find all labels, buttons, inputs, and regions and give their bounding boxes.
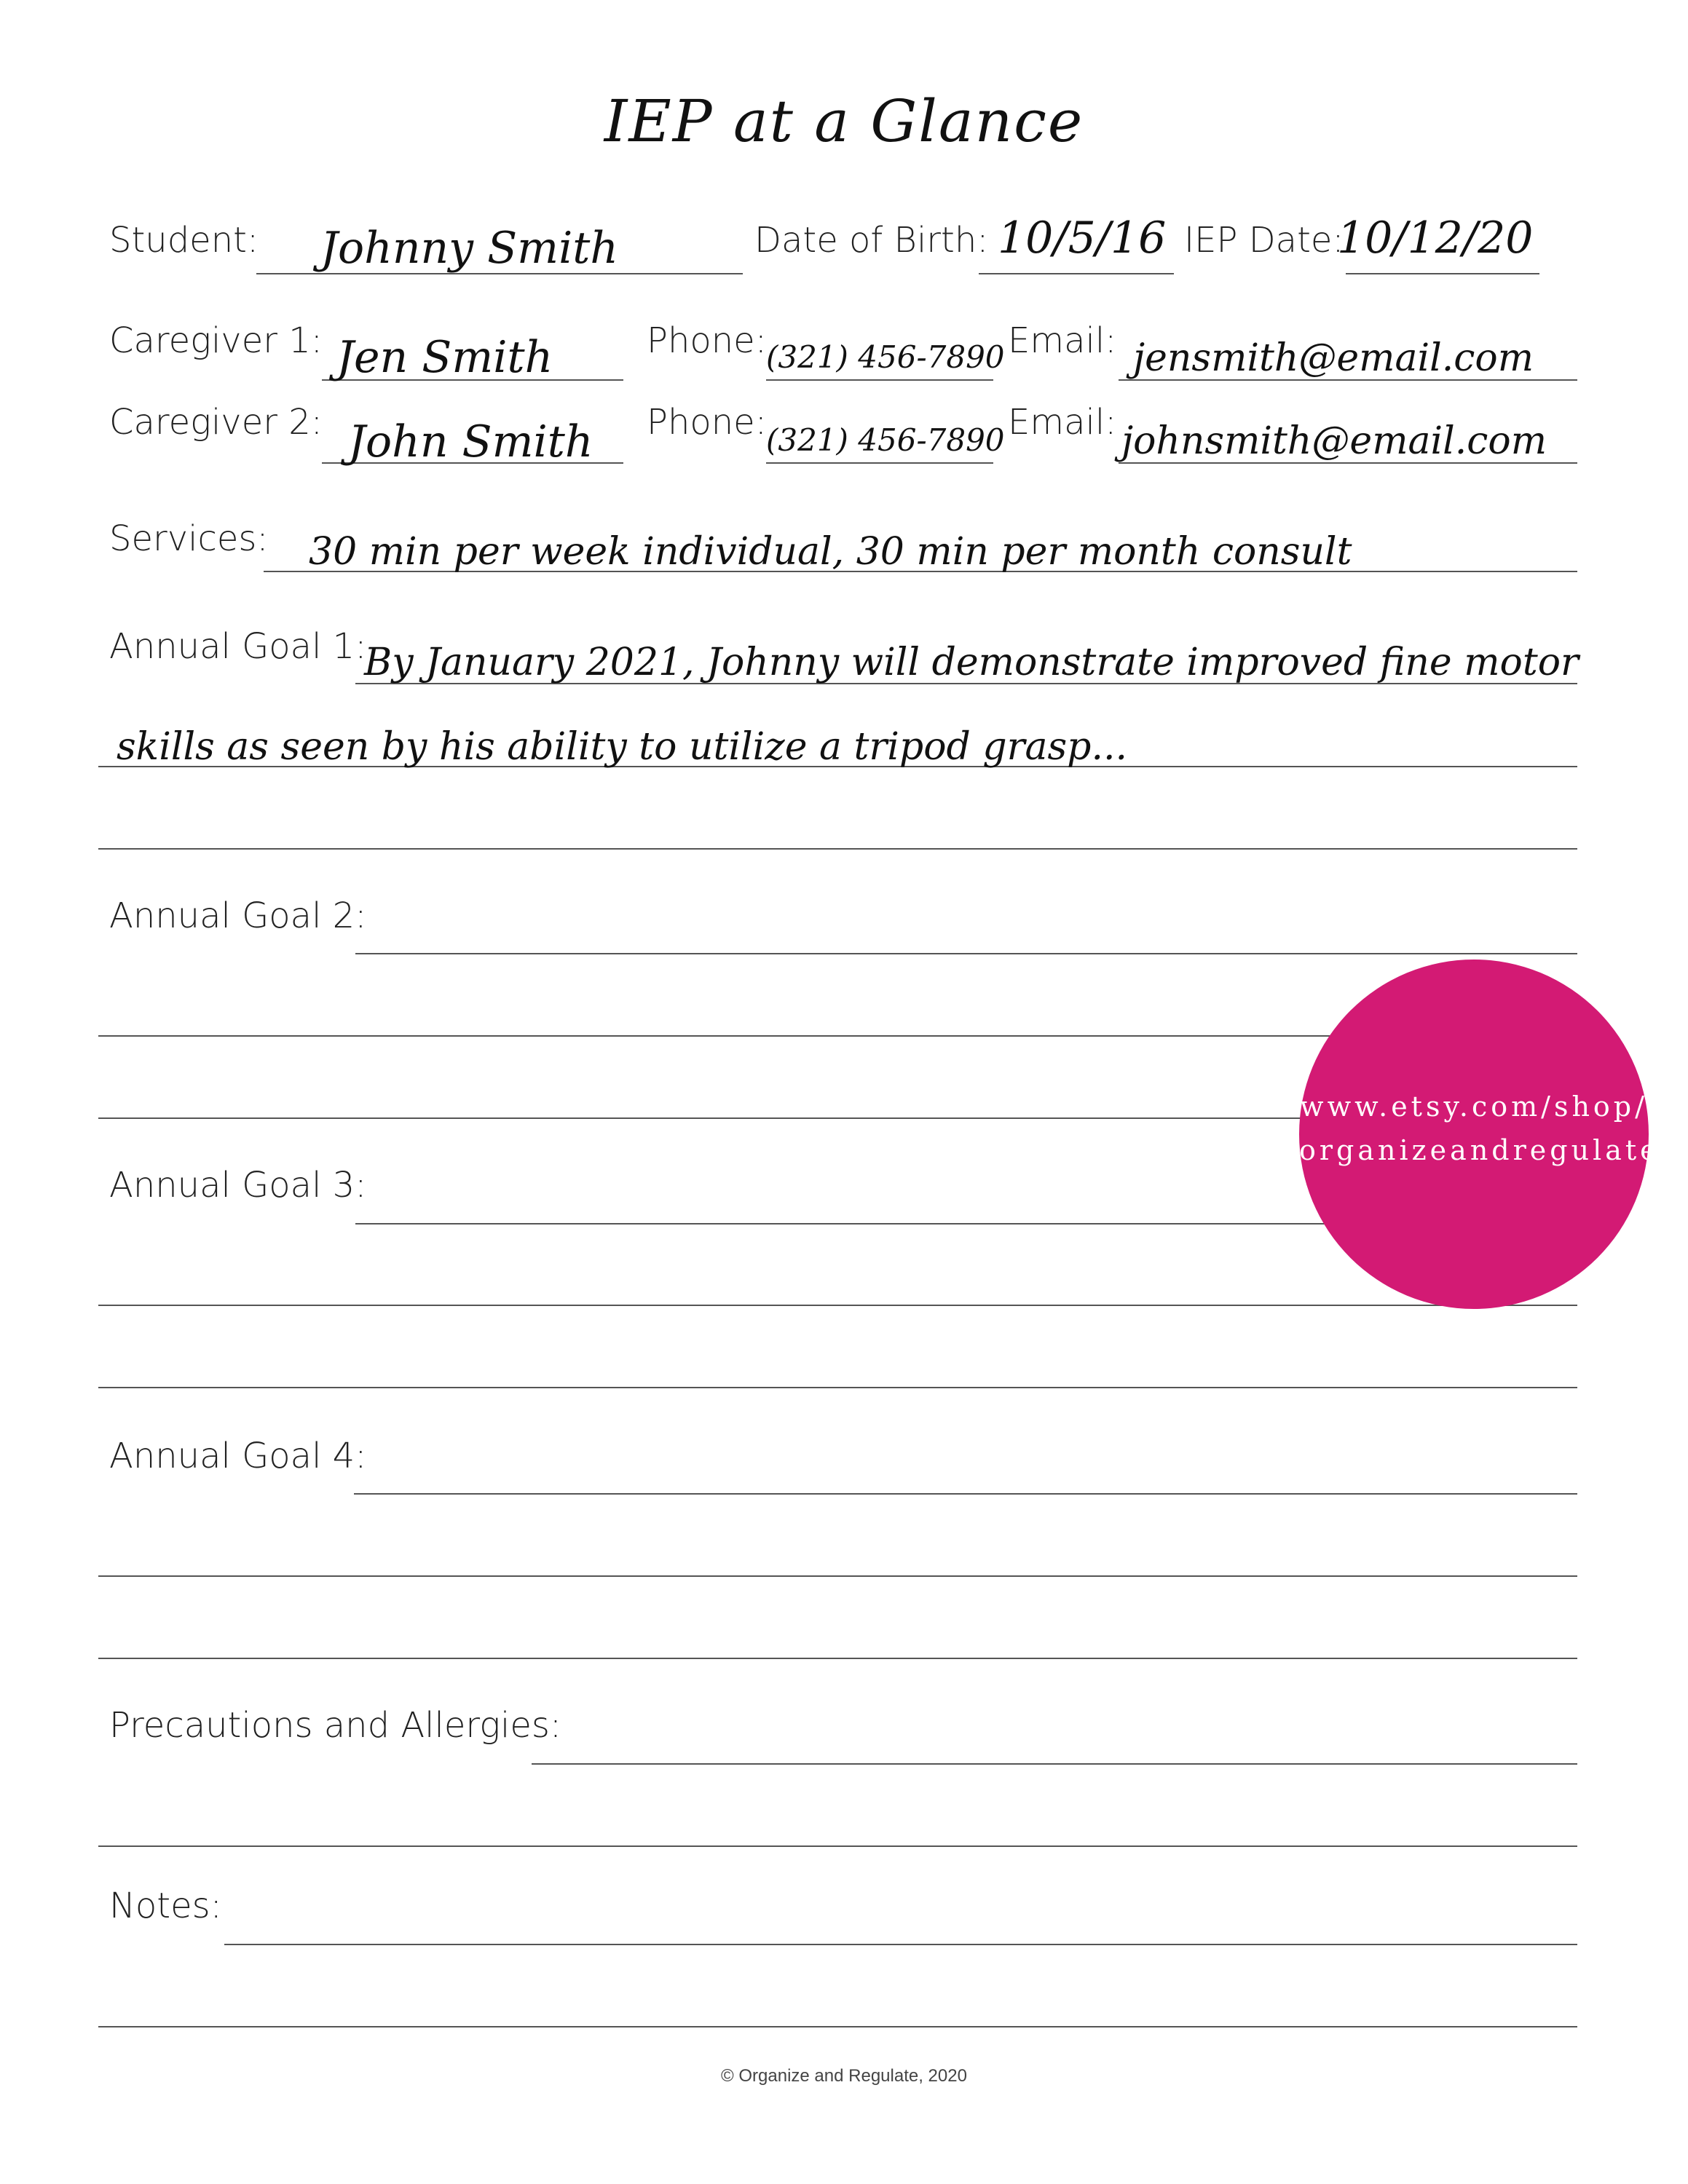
caregiver-2-email[interactable]: johnsmith@email.com	[1121, 419, 1547, 463]
goal-4-line-1	[354, 1493, 1577, 1495]
caregiver-2-phone-line	[766, 462, 993, 464]
goal-3-line-2	[98, 1305, 1577, 1306]
goal-3-label: Annual Goal 3:	[109, 1165, 367, 1206]
student-value[interactable]: Johnny Smith	[320, 223, 619, 274]
iep-date-label: IEP Date:	[1184, 220, 1344, 261]
notes-line-2	[98, 2026, 1577, 2027]
caregiver-1-email-label: Email:	[1008, 320, 1117, 361]
goal-1-line-3	[98, 848, 1577, 850]
services-label: Services:	[109, 518, 269, 559]
etsy-shop-badge[interactable]	[1299, 960, 1660, 1309]
goal-2-label: Annual Goal 2:	[109, 895, 367, 936]
goal-4-line-2	[98, 1575, 1577, 1577]
copyright-footer: © Organize and Regulate, 2020	[721, 2066, 967, 2086]
badge-line-1: www.etsy.com/shop/	[1300, 1091, 1648, 1123]
caregiver-1-phone[interactable]: (321) 456-7890	[766, 339, 1005, 375]
precautions-label: Precautions and Allergies:	[109, 1705, 562, 1746]
caregiver-1-email[interactable]: jensmith@email.com	[1133, 336, 1534, 380]
caregiver-1-phone-line	[766, 379, 993, 381]
caregiver-2-name[interactable]: John Smith	[348, 416, 593, 467]
iep-date-value[interactable]: 10/12/20	[1337, 213, 1534, 264]
caregiver-1-phone-label: Phone:	[647, 320, 767, 361]
goal-2-line-1	[355, 953, 1577, 954]
caregiver-2-phone-label: Phone:	[647, 402, 767, 443]
goal-1-text-2[interactable]: skills as seen by his ability to utilize a tripod grasp...	[117, 725, 1128, 769]
precautions-line-2	[98, 1845, 1577, 1847]
goal-1-text-1[interactable]: By January 2021, Johnny will demonstrate improved fine motor	[364, 641, 1579, 684]
student-label: Student:	[109, 220, 259, 261]
goal-4-line-3	[98, 1658, 1577, 1659]
goal-1-label: Annual Goal 1:	[109, 626, 367, 667]
services-value[interactable]: 30 min per week individual, 30 min per month consult	[309, 530, 1352, 574]
page-title: IEP at a Glance	[604, 87, 1084, 155]
caregiver-1-label: Caregiver 1:	[109, 320, 323, 361]
dob-value[interactable]: 10/5/16	[998, 213, 1167, 264]
precautions-line-1	[532, 1763, 1577, 1765]
notes-label: Notes:	[109, 1886, 222, 1926]
caregiver-1-name[interactable]: Jen Smith	[336, 332, 553, 383]
caregiver-2-label: Caregiver 2:	[109, 402, 323, 443]
goal-4-label: Annual Goal 4:	[109, 1436, 367, 1476]
dob-label: Date of Birth:	[754, 220, 989, 261]
dob-line	[979, 273, 1174, 274]
badge-line-2: organizeandregulate	[1299, 1134, 1660, 1166]
caregiver-2-email-label: Email:	[1008, 402, 1117, 443]
caregiver-2-phone[interactable]: (321) 456-7890	[766, 422, 1005, 458]
goal-3-line-3	[98, 1387, 1577, 1388]
notes-line-1	[224, 1944, 1577, 1945]
iep-date-line	[1346, 273, 1539, 274]
